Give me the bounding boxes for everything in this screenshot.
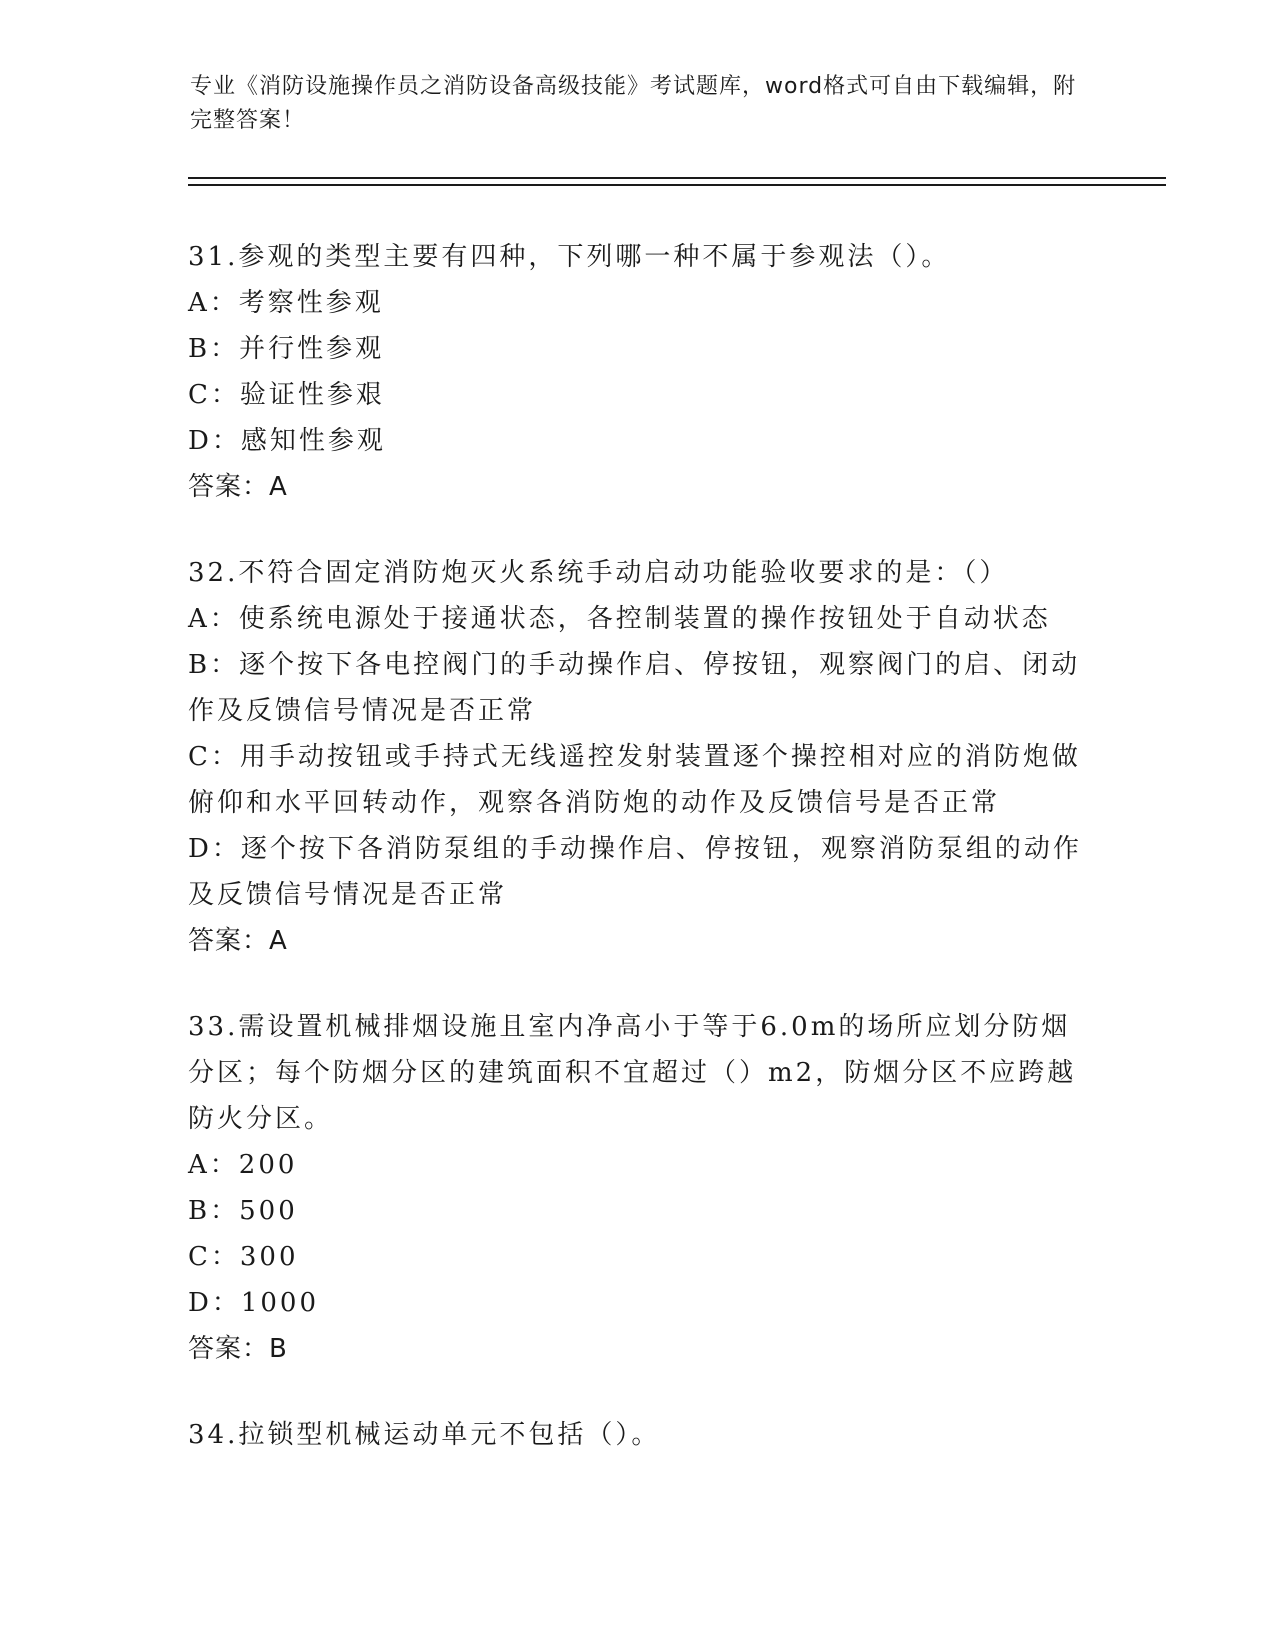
header-divider-top <box>188 177 1166 179</box>
question-list <box>188 234 1088 1498</box>
question-33 <box>188 1004 1088 1372</box>
question-stem: 32.不符合固定消防炮灭火系统手动启动功能验收要求的是：（） <box>188 558 1009 588</box>
option-c: C：用手动按钮或手持式无线遥控发射装置逐个操控相对应的消防炮做俯仰和水平回转动作，观察各消防炮的动作及反馈信号是否正常 <box>188 742 1081 818</box>
option-b: B：500 <box>188 1196 298 1226</box>
option-a: A：考察性参观 <box>188 288 384 318</box>
answer: 答案：B <box>188 1334 288 1364</box>
option-b: B：逐个按下各电控阀门的手动操作启、停按钮，观察阀门的启、闭动作及反馈信号情况是否正常 <box>188 650 1081 726</box>
answer: 答案：A <box>188 926 288 956</box>
option-a: A：200 <box>188 1150 298 1180</box>
question-stem: 31.参观的类型主要有四种，下列哪一种不属于参观法（）。 <box>188 242 951 272</box>
question-34 <box>188 1412 1088 1458</box>
document-header: 专业《消防设施操作员之消防设备高级技能》考试题库，word格式可自由下载编辑，附完整答案！ <box>190 74 1077 133</box>
option-b: B：并行性参观 <box>188 334 385 364</box>
answer: 答案：A <box>188 472 288 502</box>
option-c: C：300 <box>188 1242 299 1272</box>
option-d: D：1000 <box>188 1288 320 1318</box>
question-stem: 34.拉锁型机械运动单元不包括（）。 <box>188 1420 661 1450</box>
question-32 <box>188 550 1088 964</box>
option-d: D：逐个按下各消防泵组的手动操作启、停按钮，观察消防泵组的动作及反馈信号情况是否正常 <box>188 834 1082 910</box>
option-a: A：使系统电源处于接通状态，各控制装置的操作按钮处于自动状态 <box>188 604 1051 634</box>
option-d: D：感知性参观 <box>188 426 386 456</box>
question-31 <box>188 234 1088 510</box>
header-divider-bottom <box>188 184 1166 186</box>
option-c: C：验证性参艰 <box>188 380 385 410</box>
question-stem: 33.需设置机械排烟设施且室内净高小于等于6.0m的场所应划分防烟分区；每个防烟分区的建筑面积不宜超过（）m2，防烟分区不应跨越防火分区。 <box>188 1012 1077 1134</box>
